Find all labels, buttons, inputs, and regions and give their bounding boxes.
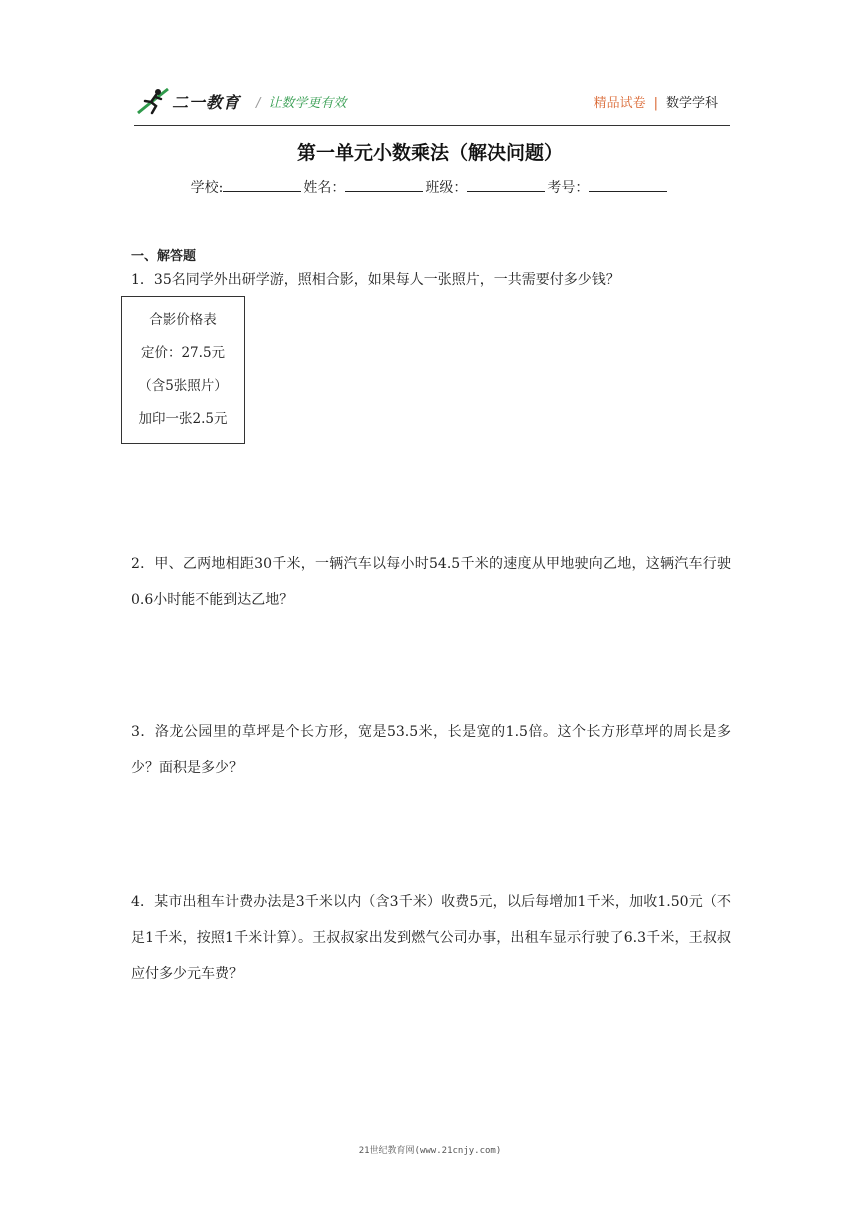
class-blank[interactable]	[467, 177, 545, 192]
tag-premium-exam: 精品试卷	[593, 96, 646, 111]
price-table-line-2: （含5张照片）	[138, 378, 228, 394]
question-1: 1．35名同学外出研学游，照相合影，如果每人一张照片，一共需要付多少钱？	[131, 272, 620, 288]
school-blank[interactable]	[223, 177, 301, 192]
page-header	[134, 82, 730, 126]
running-figure-icon	[136, 86, 170, 116]
slogan-slash: /	[256, 96, 261, 111]
name-blank[interactable]	[345, 177, 423, 192]
slogan-text: 让数学更有效	[268, 96, 347, 111]
tag-subject: 数学学科	[665, 96, 718, 111]
page-footer: 21世纪教育网(www.21cnjy.com)	[358, 1146, 502, 1156]
slogan	[256, 92, 346, 111]
price-table	[121, 296, 245, 444]
logo-text: 二一教育	[172, 92, 241, 112]
section-title: 一、解答题	[131, 249, 197, 264]
question-2: 2．甲、乙两地相距30千米，一辆汽车以每小时54.5千米的速度从甲地驶向乙地，这辆汽车行驶0.6小时能不能到达乙地？	[131, 556, 731, 608]
tag-separator: |	[653, 96, 658, 111]
class-label: 班级：	[425, 180, 468, 196]
student-info-line	[0, 177, 860, 197]
exam-no-label: 考号：	[547, 180, 590, 196]
header-tags	[594, 92, 718, 111]
question-3: 3．洛龙公园里的草坪是个长方形，宽是53.5米，长是宽的1.5倍。这个长方形草坪的周长是多少？面积是多少？	[131, 724, 731, 776]
exam-no-blank[interactable]	[589, 177, 667, 192]
page-title: 第一单元小数乘法（解决问题）	[296, 142, 563, 164]
price-table-line-3: 加印一张2.5元	[138, 411, 228, 427]
school-label: 学校:	[190, 180, 224, 196]
price-table-line-1: 定价：27.5元	[140, 345, 226, 361]
header-divider	[134, 125, 730, 126]
name-label: 姓名：	[303, 180, 346, 196]
price-table-title: 合影价格表	[149, 312, 217, 328]
logo	[136, 84, 240, 118]
question-4: 4．某市出租车计费办法是3千米以内（含3千米）收费5元，以后每增加1千米，加收1.50元（不足1千米，按照1千米计算）。王叔叔家出发到燃气公司办事，出租车显示行驶了6.3千米，王叔叔应付多少元车费？	[131, 894, 731, 982]
